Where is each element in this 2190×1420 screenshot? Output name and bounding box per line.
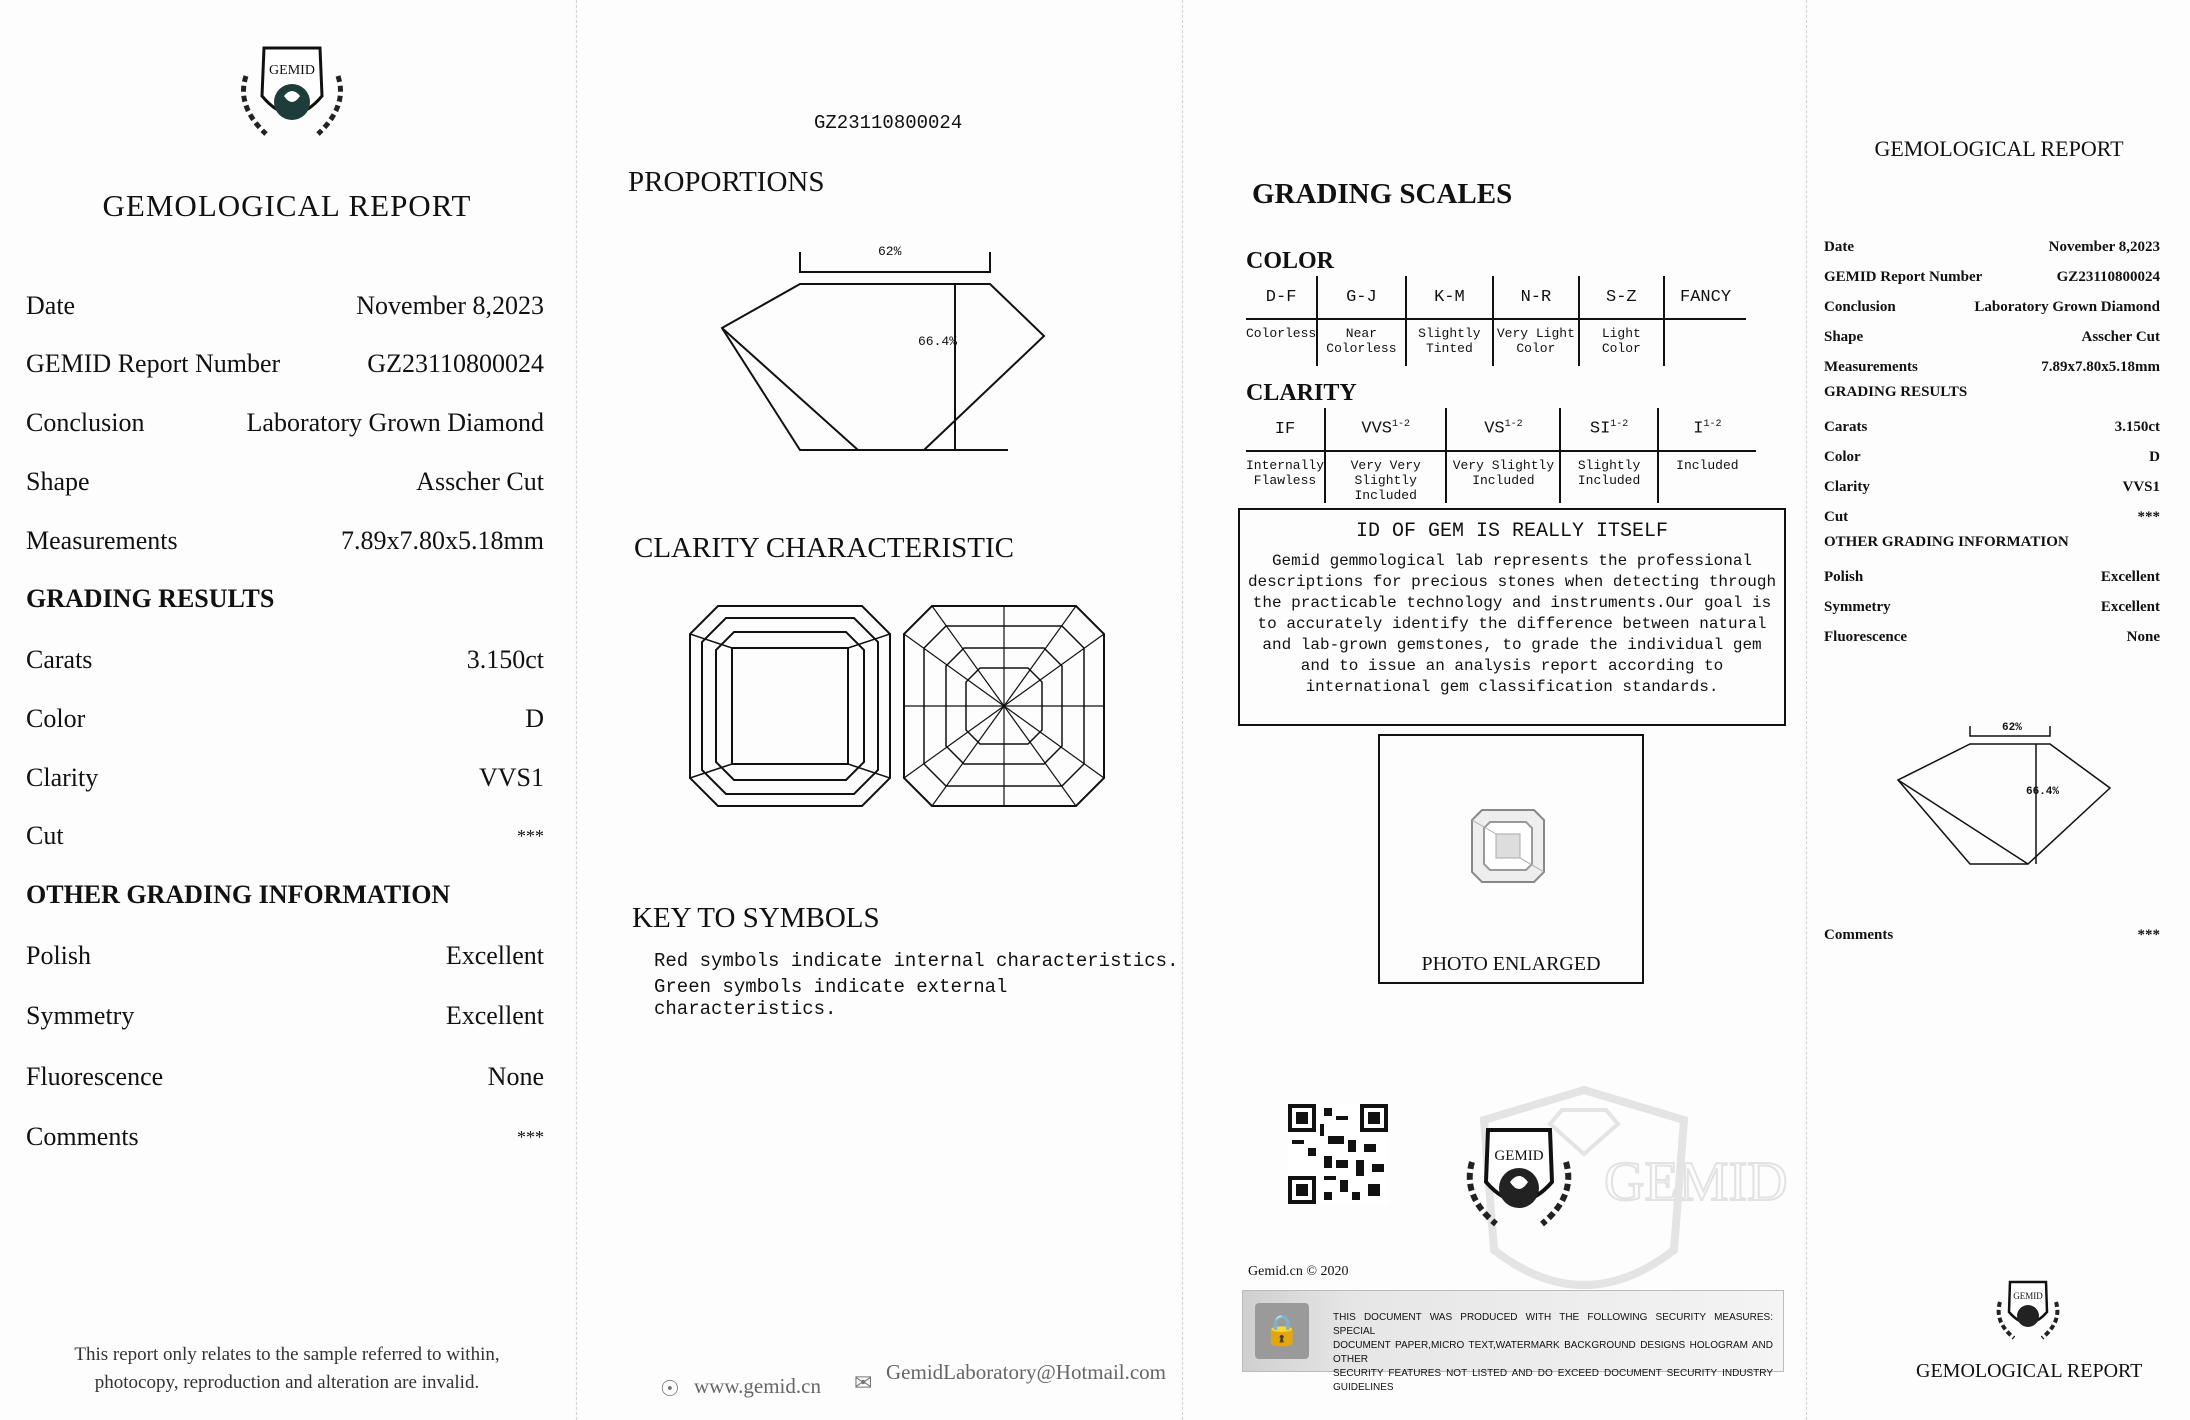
color-desc: Slightly Tinted (1406, 319, 1494, 366)
stub-value: Excellent (2100, 568, 2160, 585)
stub-label: Polish (1824, 568, 1864, 585)
field-label: Clarity (26, 763, 99, 792)
stub-label: Symmetry (1824, 598, 1891, 615)
clarity-grade-sup: 1-2 (1703, 419, 1722, 431)
proportions-panel (578, 0, 1180, 1420)
website-link[interactable]: www.gemid.cn (694, 1374, 821, 1398)
stub-footer-title: GEMOLOGICAL REPORT (1916, 1360, 2143, 1382)
fold-line (576, 0, 577, 1420)
clarity-scale-table (1246, 408, 1756, 503)
clarity-grade-sup: 1-2 (1610, 419, 1629, 431)
stub-other-heading: OTHER GRADING INFORMATION (1824, 534, 2069, 550)
fold-line (1182, 0, 1183, 1420)
id-box-line: to accurately identify the difference between natural (1257, 615, 1767, 633)
field-label: Conclusion (26, 408, 145, 437)
field-value: Excellent (445, 941, 544, 970)
stub-row-cut (1824, 504, 2160, 530)
clarity-desc: Included (1658, 451, 1756, 503)
pavilion-view-diagram (902, 604, 1106, 808)
clarity-desc: Internally Flawless (1246, 458, 1325, 488)
key-symbols-green-line: Green symbols indicate external characteristics. (654, 976, 1008, 1020)
stub-value: 7.89x7.80x5.18mm (2041, 358, 2160, 375)
stub-panel (1808, 0, 2190, 1420)
stub-value: Laboratory Grown Diamond (1974, 298, 2160, 315)
stub-value: D (2149, 448, 2160, 465)
field-label: Color (26, 704, 86, 733)
stub-label: Carats (1824, 418, 1868, 435)
stub-value: Asscher Cut (2081, 328, 2160, 345)
stub-row-report-number (1824, 264, 2160, 290)
stub-row-comments (1824, 922, 2160, 948)
clarity-grade (1246, 408, 1325, 451)
field-value: Excellent (445, 1001, 544, 1030)
clarity-grade (1560, 408, 1657, 451)
color-desc: Light Color (1579, 319, 1664, 366)
field-label: GEMID Report Number (26, 349, 281, 378)
stub-value: GZ23110800024 (2056, 268, 2160, 285)
security-line: DOCUMENT PAPER,MICRO TEXT,WATERMARK BACKGROUND DESIGNS HOLOGRAM AND OTHER (1333, 1340, 1773, 1365)
id-box-line: Gemid gemmological lab represents the professional (1271, 552, 1753, 570)
field-value: Laboratory Grown Diamond (246, 408, 544, 437)
id-box-title: ID OF GEM IS REALLY ITSELF (1355, 520, 1669, 543)
clarity-characteristic-heading: CLARITY CHARACTERISTIC (634, 532, 1014, 564)
proportions-heading: PROPORTIONS (628, 166, 825, 198)
svg-text:GEMID: GEMID (1494, 1148, 1544, 1164)
clarity-grade-label: SI (1589, 419, 1611, 439)
stub-value: VVS1 (2122, 478, 2160, 495)
clarity-desc: Very Slightly Included (1446, 451, 1560, 503)
field-value: *** (517, 825, 544, 846)
stub-title: GEMOLOGICAL REPORT (1874, 136, 2124, 161)
color-desc (1664, 319, 1746, 366)
clarity-grade (1658, 408, 1756, 451)
stub-value: November 8,2023 (2048, 238, 2160, 255)
field-label: Shape (26, 467, 90, 496)
other-row-fluorescence (26, 1057, 544, 1097)
field-row-date (26, 286, 544, 326)
globe-icon: ☉ (660, 1376, 680, 1401)
disclaimer-line-2: photocopy, reproduction and alteration are invalid. (94, 1372, 480, 1393)
clarity-grade-label: IF (1274, 419, 1296, 439)
grading-row-clarity (26, 758, 544, 798)
email-link[interactable]: GemidLaboratory@Hotmail.com (886, 1360, 1167, 1384)
field-label: Cut (26, 821, 64, 850)
svg-text:GEMID: GEMID (1604, 1151, 1788, 1213)
stub-label: Shape (1824, 328, 1864, 345)
id-box-line: descriptions for precious stones when detecting through (1247, 573, 1777, 591)
security-line: SECURITY FEATURES NOT LISTED AND DO EXCEED DOCUMENT SECURITY INDUSTRY GUIDELINES (1333, 1368, 1773, 1393)
field-value: Asscher Cut (416, 467, 544, 496)
clarity-desc: Slightly Included (1560, 451, 1657, 503)
stub-label: Color (1824, 448, 1861, 465)
stub-table-percentage: 62% (2002, 722, 2022, 734)
id-box-line: the practicable technology and instruments.Our goal is (1252, 594, 1772, 612)
field-label: Polish (26, 941, 92, 970)
clarity-grade (1325, 408, 1446, 451)
stub-depth-percentage: 66.4% (2026, 786, 2060, 798)
security-strip (1242, 1290, 1784, 1393)
mail-icon: ✉ (854, 1370, 873, 1395)
field-value: 7.89x7.80x5.18mm (341, 526, 544, 555)
clarity-grade-label: VVS (1361, 419, 1393, 439)
table-percentage: 62% (878, 244, 902, 259)
stub-row-shape (1824, 324, 2160, 350)
field-row-report-number (26, 344, 544, 384)
grading-row-carats (26, 640, 544, 680)
color-desc: Colorless (1246, 326, 1317, 341)
stub-grading-heading: GRADING RESULTS (1824, 384, 1968, 400)
stub-row-color (1824, 444, 2160, 470)
id-box-line: and to issue an analysis report according to (1300, 657, 1724, 675)
field-value: 3.150ct (466, 645, 544, 674)
stub-row-measurements (1824, 354, 2160, 380)
stub-label: Cut (1824, 508, 1849, 525)
stub-label: Comments (1824, 926, 1894, 943)
color-desc: Near Colorless (1317, 319, 1405, 366)
clarity-grade (1446, 408, 1560, 451)
depth-percentage: 66.4% (918, 334, 958, 349)
field-value: *** (517, 1126, 544, 1147)
field-label: Measurements (26, 526, 178, 555)
field-label: Comments (26, 1122, 139, 1151)
fold-line (1806, 0, 1807, 1420)
field-label: Symmetry (26, 1001, 135, 1030)
field-value: November 8,2023 (356, 291, 544, 320)
color-grade: N-R (1493, 276, 1578, 319)
proportions-diagram (718, 244, 1058, 464)
stub-row-fluorescence (1824, 624, 2160, 650)
diamond-photo (1470, 808, 1546, 884)
key-to-symbols-heading: KEY TO SYMBOLS (632, 902, 880, 934)
color-grade: FANCY (1664, 276, 1746, 319)
color-grade: D-F (1246, 276, 1317, 319)
stub-row-date (1824, 234, 2160, 260)
stub-value: *** (2137, 926, 2160, 943)
stub-label: Clarity (1824, 478, 1870, 495)
grading-results-heading: GRADING RESULTS (26, 584, 275, 613)
photo-box (1378, 734, 1644, 984)
stub-label: Date (1824, 238, 1854, 255)
field-label: Date (26, 291, 76, 320)
security-text (1333, 1311, 1773, 1395)
other-row-polish (26, 936, 544, 976)
id-box-line: and lab-grown gemstones, to grade the individual gem (1262, 636, 1762, 654)
field-value: None (487, 1062, 544, 1091)
stub-label: Fluorescence (1824, 628, 1908, 645)
stub-row-clarity (1824, 474, 2160, 500)
stub-row-symmetry (1824, 594, 2160, 620)
clarity-grade-sup: 1-2 (1504, 419, 1523, 431)
stub-label: Conclusion (1824, 298, 1896, 315)
color-grade: G-J (1317, 276, 1405, 319)
field-row-conclusion (26, 403, 544, 443)
color-grade: K-M (1406, 276, 1494, 319)
color-grade: S-Z (1579, 276, 1664, 319)
color-desc: Very Light Color (1493, 319, 1578, 366)
stub-label: GEMID Report Number (1824, 268, 1983, 285)
clarity-grade-sup: 1-2 (1392, 419, 1411, 431)
field-value: D (525, 704, 544, 733)
grading-row-cut (26, 816, 544, 856)
stub-proportions-diagram (1894, 720, 2120, 870)
copyright-text: Gemid.cn © 2020 (1248, 1264, 1349, 1279)
color-scale-heading: COLOR (1246, 248, 1335, 274)
stub-crest-logo (1990, 1274, 2066, 1344)
stub-value: *** (2137, 508, 2160, 525)
color-scale-table (1246, 276, 1746, 366)
other-grading-heading: OTHER GRADING INFORMATION (26, 880, 451, 909)
clarity-scale-heading: CLARITY (1246, 380, 1357, 406)
field-value: VVS1 (478, 763, 544, 792)
stub-value: 3.150ct (2114, 418, 2160, 435)
gemid-crest-logo (226, 36, 358, 146)
stub-row-carats (1824, 414, 2160, 440)
photo-label: PHOTO ENLARGED (1421, 953, 1601, 975)
svg-text:GEMID: GEMID (2013, 1291, 2043, 1301)
field-row-shape (26, 462, 544, 502)
key-symbols-red-line: Red symbols indicate internal characteristics. (654, 950, 1179, 972)
id-box-body (1240, 551, 1784, 698)
field-label: Carats (26, 645, 93, 674)
field-row-measurements (26, 521, 544, 561)
gemid-crest-seal (1454, 1116, 1584, 1236)
id-box-line: international gem classification standards. (1305, 678, 1719, 696)
other-row-symmetry (26, 996, 544, 1036)
stub-value: None (2126, 628, 2160, 645)
clarity-desc: Very Very Slightly Included (1325, 451, 1446, 503)
clarity-grade-label: VS (1484, 419, 1505, 439)
disclaimer-line-1: This report only relates to the sample referred to within, (74, 1344, 500, 1365)
lock-icon: 🔒 (1255, 1303, 1309, 1359)
stub-value: Excellent (2100, 598, 2160, 615)
qr-code[interactable] (1288, 1104, 1388, 1204)
report-title: GEMOLOGICAL REPORT (102, 188, 472, 223)
report-panel (0, 0, 574, 1420)
clarity-grade-label: I (1693, 419, 1704, 439)
field-value: GZ23110800024 (367, 349, 544, 378)
id-of-gem-box (1238, 508, 1786, 726)
stub-row-polish (1824, 564, 2160, 590)
stub-row-conclusion (1824, 294, 2160, 320)
other-row-comments (26, 1117, 544, 1157)
crown-view-diagram (688, 604, 892, 808)
grading-scales-panel (1184, 0, 1804, 1420)
grading-scales-heading: GRADING SCALES (1252, 178, 1513, 210)
stub-label: Measurements (1824, 358, 1918, 375)
field-label: Fluorescence (26, 1062, 164, 1091)
security-line: THIS DOCUMENT WAS PRODUCED WITH THE FOLLOWING SECURITY MEASURES: SPECIAL (1333, 1312, 1773, 1337)
svg-text:GEMID: GEMID (269, 63, 315, 78)
grading-row-color (26, 699, 544, 739)
report-number-top: GZ23110800024 (814, 112, 963, 134)
